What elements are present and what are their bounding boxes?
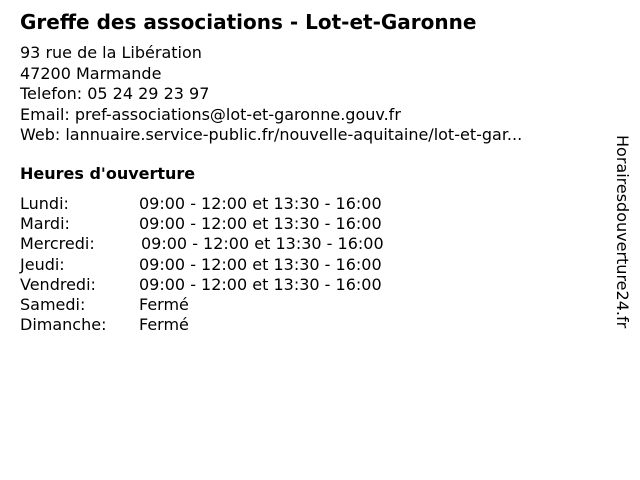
day-label: Mercredi:: [20, 234, 95, 254]
day-label: Mardi:: [20, 214, 70, 234]
opening-hours-heading: Heures d'ouverture: [20, 164, 196, 183]
website-url: Web: lannuaire.service-public.fr/nouvelle-aquitaine/lot-et-gar...: [20, 125, 523, 144]
day-hours: 09:00 - 12:00 et 13:30 - 16:00: [139, 254, 382, 274]
email-address: Email: pref-associations@lot-et-garonne.gouv.fr: [20, 104, 401, 124]
day-label: Jeudi:: [20, 254, 65, 274]
phone-number: Telefon: 05 24 29 23 97: [20, 84, 210, 103]
page-title: Greffe des associations - Lot-et-Garonne: [20, 10, 477, 34]
day-label: Samedi:: [20, 294, 86, 314]
site-brand-vertical: [612, 135, 632, 375]
contact-info: [20, 43, 522, 146]
address-city: 47200 Marmande: [20, 63, 162, 83]
day-hours: 09:00 - 12:00 et 13:30 - 16:00: [139, 194, 382, 213]
day-label: Dimanche:: [20, 315, 107, 335]
day-label: Lundi:: [20, 194, 69, 213]
day-hours: 09:00 - 12:00 et 13:30 - 16:00: [141, 234, 384, 254]
day-label: Vendredi:: [20, 274, 96, 294]
day-hours: 09:00 - 12:00 et 13:30 - 16:00: [139, 274, 382, 294]
day-hours: Fermé: [139, 294, 189, 314]
site-brand-text: Horairesdouverture24.fr: [613, 135, 632, 329]
day-hours: 09:00 - 12:00 et 13:30 - 16:00: [139, 214, 382, 234]
day-hours: Fermé: [139, 315, 189, 335]
address-street: 93 rue de la Libération: [20, 43, 202, 62]
